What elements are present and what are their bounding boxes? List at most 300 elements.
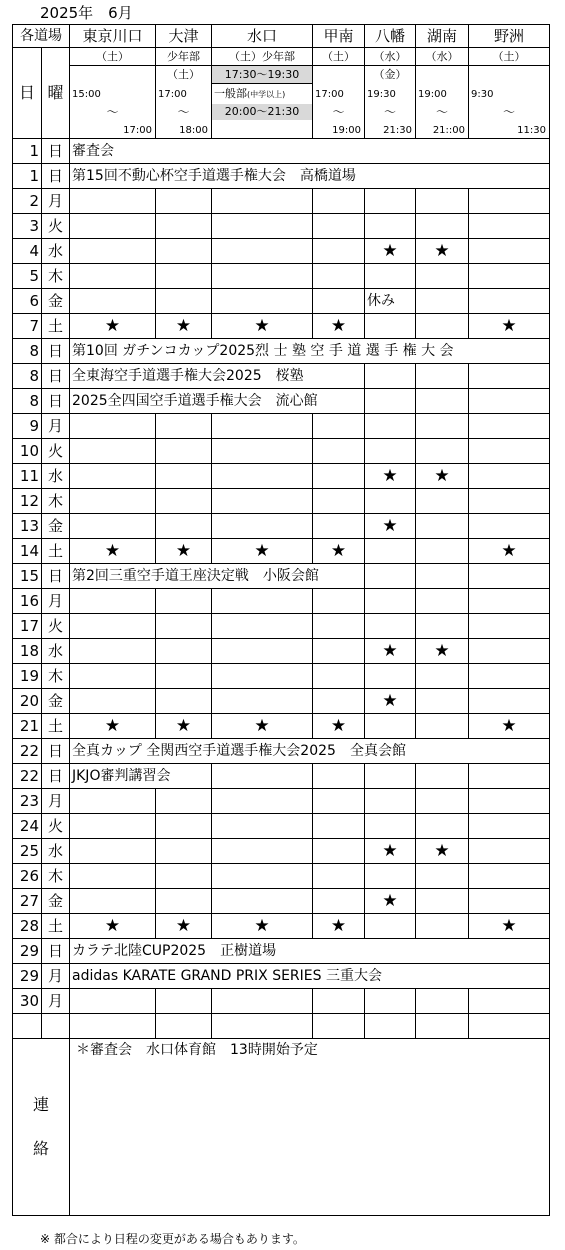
day-of-week: 金: [42, 514, 70, 539]
schedule-cell: [313, 264, 365, 289]
schedule-cell: [469, 614, 550, 639]
schedule-row: [13, 814, 550, 839]
schedule-row: [13, 1014, 550, 1039]
schedule-row: [13, 264, 550, 289]
dojo-sub-konan: （水）: [416, 48, 469, 66]
schedule-cell: [469, 814, 550, 839]
day-number: 8: [13, 339, 42, 364]
schedule-cell: [212, 414, 313, 439]
empty-cell: [365, 389, 416, 414]
time-tilde: ～: [332, 104, 345, 119]
schedule-row: [13, 739, 550, 764]
schedule-cell: [365, 314, 416, 339]
general-label: 一般部: [214, 87, 247, 100]
practice-star: ★: [365, 689, 416, 714]
empty-cell: [212, 764, 313, 789]
memo-label-bottom: 絡: [32, 1139, 49, 1158]
day-number: 18: [13, 639, 42, 664]
time-yawata: [365, 84, 416, 139]
schedule-cell: [313, 189, 365, 214]
schedule-cell: [469, 1014, 550, 1039]
day-of-week: 水: [42, 464, 70, 489]
empty-cell: [313, 764, 365, 789]
schedule-cell: [313, 289, 365, 314]
practice-star: ★: [313, 314, 365, 339]
schedule-cell: [313, 639, 365, 664]
schedule-cell: [365, 789, 416, 814]
footnote: ※ 都合により日程の変更がある場合もあります。: [40, 1232, 305, 1246]
day-of-week: 土: [42, 914, 70, 939]
dojo-sub2-otsu: （土）: [156, 66, 212, 84]
day-number: 14: [13, 539, 42, 564]
schedule-row: [13, 614, 550, 639]
day-number: 23: [13, 789, 42, 814]
schedule-row: [13, 439, 550, 464]
schedule-cell: [70, 864, 156, 889]
day-of-week: 金: [42, 889, 70, 914]
dojo-name-minakuchi: 水口: [212, 25, 313, 48]
time-tilde: ～: [177, 104, 190, 119]
practice-star: ★: [416, 639, 469, 664]
schedule-cell: [156, 989, 212, 1014]
schedule-cell: [156, 689, 212, 714]
day-of-week: 日: [42, 939, 70, 964]
schedule-cell: [416, 989, 469, 1014]
day-number: 7: [13, 314, 42, 339]
schedule-cell: [212, 439, 313, 464]
schedule-cell: [469, 889, 550, 914]
schedule-cell: [469, 289, 550, 314]
schedule-cell: [212, 189, 313, 214]
event-text: 全東海空手道選手権大会2025 桜塾: [70, 364, 365, 389]
schedule-cell: [156, 464, 212, 489]
schedule-cell: [313, 214, 365, 239]
schedule-cell: [212, 839, 313, 864]
schedule-row: [13, 364, 550, 389]
schedule-cell: [469, 439, 550, 464]
schedule-row: [13, 489, 550, 514]
schedule-row: [13, 139, 550, 164]
schedule-cell: [469, 639, 550, 664]
schedule-row: [13, 889, 550, 914]
schedule-row: [13, 589, 550, 614]
minakuchi-junior-time: 17:30～19:30: [212, 66, 313, 84]
schedule-cell: [313, 239, 365, 264]
schedule-cell: [212, 489, 313, 514]
schedule-row: [13, 639, 550, 664]
practice-star: ★: [313, 714, 365, 739]
schedule-cell: [70, 239, 156, 264]
day-number: 6: [13, 289, 42, 314]
memo-label-top: 連: [32, 1095, 49, 1114]
day-number: 11: [13, 464, 42, 489]
corner-label: 各道場: [13, 25, 70, 48]
schedule-cell: [70, 189, 156, 214]
schedule-cell: [365, 614, 416, 639]
schedule-cell: [313, 814, 365, 839]
practice-star: ★: [416, 839, 469, 864]
dojo-name-yasu: 野洲: [469, 25, 550, 48]
schedule-cell: [70, 214, 156, 239]
dojo-sub-yasu: （土）: [469, 48, 550, 66]
schedule-cell: [212, 814, 313, 839]
day-number: 19: [13, 664, 42, 689]
practice-star: ★: [365, 514, 416, 539]
schedule-cell: [212, 664, 313, 689]
schedule-cell: [416, 1014, 469, 1039]
day-of-week: 水: [42, 839, 70, 864]
practice-star: ★: [469, 914, 550, 939]
time-end: 11:30: [517, 125, 546, 136]
day-of-week: 日: [42, 739, 70, 764]
practice-star: ★: [70, 539, 156, 564]
schedule-row: [13, 789, 550, 814]
time-konan: [416, 84, 469, 139]
schedule-cell: [156, 839, 212, 864]
schedule-cell: [416, 914, 469, 939]
practice-star: ★: [70, 714, 156, 739]
schedule-cell: [416, 589, 469, 614]
day-of-week: 日: [42, 764, 70, 789]
practice-star: ★: [365, 639, 416, 664]
schedule-cell: [156, 664, 212, 689]
schedule-cell: [156, 614, 212, 639]
dow-header: 曜: [42, 48, 70, 139]
schedule-cell: [469, 589, 550, 614]
event-text: 2025全四国空手道選手権大会 流心館: [70, 389, 365, 414]
schedule-row: [13, 214, 550, 239]
day-of-week: 木: [42, 264, 70, 289]
schedule-cell: [70, 414, 156, 439]
schedule-cell: [70, 814, 156, 839]
schedule-cell: [313, 664, 365, 689]
day-number: 17: [13, 614, 42, 639]
day-of-week: 日: [42, 139, 70, 164]
time-start: 19:00: [418, 88, 447, 100]
schedule-cell: [313, 789, 365, 814]
schedule-cell: [416, 614, 469, 639]
schedule-cell: [365, 814, 416, 839]
empty-cell: [365, 564, 416, 589]
practice-star: ★: [156, 539, 212, 564]
practice-star: ★: [313, 539, 365, 564]
empty-cell: [469, 564, 550, 589]
schedule-cell: [70, 889, 156, 914]
day-of-week: 金: [42, 689, 70, 714]
dojo-sub-otsu: 少年部: [156, 48, 212, 66]
schedule-cell: [469, 414, 550, 439]
day-number: 24: [13, 814, 42, 839]
dojo-name-yawata: 八幡: [365, 25, 416, 48]
practice-star: ★: [469, 314, 550, 339]
schedule-cell: [313, 614, 365, 639]
schedule-cell: [416, 289, 469, 314]
schedule-cell: [212, 639, 313, 664]
schedule-row: [13, 189, 550, 214]
day-number: 13: [13, 514, 42, 539]
empty-cell: [469, 364, 550, 389]
schedule-row: [13, 539, 550, 564]
schedule-cell: [313, 839, 365, 864]
schedule-cell: [416, 864, 469, 889]
practice-star: ★: [313, 914, 365, 939]
schedule-row: [13, 289, 550, 314]
dojo-sub-tokyo: （土）: [70, 48, 156, 66]
dojo-sub-yawata: （水）: [365, 48, 416, 66]
day-number: 1: [13, 164, 42, 189]
practice-star: ★: [416, 239, 469, 264]
practice-star: ★: [70, 914, 156, 939]
schedule-cell: [156, 414, 212, 439]
schedule-cell: [365, 264, 416, 289]
day-number: 10: [13, 439, 42, 464]
day-of-week: 木: [42, 489, 70, 514]
schedule-cell: [365, 664, 416, 689]
practice-star: ★: [365, 839, 416, 864]
day-number: [13, 1014, 42, 1039]
day-number: 21: [13, 714, 42, 739]
schedule-cell: [416, 264, 469, 289]
schedule-row: [13, 764, 550, 789]
time-otsu: [156, 84, 212, 139]
schedule-cell: [469, 839, 550, 864]
time-start: 17:00: [158, 88, 187, 100]
schedule-cell: [212, 264, 313, 289]
day-of-week: 水: [42, 239, 70, 264]
blank: [469, 66, 550, 84]
practice-star: ★: [469, 714, 550, 739]
schedule-cell: [416, 489, 469, 514]
event-text: JKJO審判講習会: [70, 764, 212, 789]
schedule-cell: [313, 439, 365, 464]
schedule-cell: [156, 214, 212, 239]
schedule-cell: [156, 589, 212, 614]
empty-cell: [416, 389, 469, 414]
schedule-cell: [365, 414, 416, 439]
schedule-cell: [70, 689, 156, 714]
practice-star: ★: [469, 539, 550, 564]
schedule-cell: [469, 189, 550, 214]
schedule-cell: [365, 989, 416, 1014]
schedule-cell: [313, 414, 365, 439]
schedule-cell: 休み: [365, 289, 416, 314]
schedule-cell: [70, 989, 156, 1014]
schedule-cell: [70, 639, 156, 664]
schedule-cell: [212, 864, 313, 889]
schedule-cell: [416, 414, 469, 439]
dojo-name-konan-koka: 甲南: [313, 25, 365, 48]
day-of-week: 土: [42, 714, 70, 739]
schedule-row: [13, 164, 550, 189]
empty-cell: [416, 364, 469, 389]
schedule-cell: [469, 989, 550, 1014]
schedule-cell: [313, 464, 365, 489]
day-of-week: 月: [42, 589, 70, 614]
day-number: 4: [13, 239, 42, 264]
schedule-row: [13, 914, 550, 939]
schedule-cell: [469, 789, 550, 814]
schedule-cell: [70, 789, 156, 814]
schedule-cell: [212, 289, 313, 314]
day-number: 8: [13, 389, 42, 414]
event-text: adidas KARATE GRAND PRIX SERIES 三重大会: [70, 964, 550, 989]
day-of-week: 月: [42, 789, 70, 814]
schedule-cell: [416, 314, 469, 339]
practice-star: ★: [156, 314, 212, 339]
empty-cell: [416, 764, 469, 789]
schedule-row: [13, 664, 550, 689]
schedule-cell: [469, 239, 550, 264]
schedule-row: [13, 989, 550, 1014]
day-of-week: 木: [42, 864, 70, 889]
day-number: 30: [13, 989, 42, 1014]
schedule-cell: [416, 889, 469, 914]
day-of-week: 月: [42, 189, 70, 214]
schedule-cell: [70, 614, 156, 639]
schedule-cell: [416, 814, 469, 839]
practice-star: ★: [156, 714, 212, 739]
event-text: 第15回不動心杯空手道選手権大会 高橋道場: [70, 164, 550, 189]
practice-star: ★: [365, 239, 416, 264]
schedule-cell: [212, 789, 313, 814]
schedule-cell: [365, 539, 416, 564]
empty-cell: [469, 389, 550, 414]
time-end: 21:30: [383, 125, 412, 136]
schedule-cell: [416, 664, 469, 689]
day-of-week: 土: [42, 539, 70, 564]
schedule-table: [12, 24, 550, 1216]
time-tilde: ～: [106, 104, 119, 119]
schedule-cell: [313, 1014, 365, 1039]
schedule-cell: [156, 639, 212, 664]
time-end: 21::00: [432, 125, 465, 136]
time-start: 17:00: [315, 88, 344, 100]
schedule-row: [13, 964, 550, 989]
schedule-cell: [365, 714, 416, 739]
schedule-cell: [212, 239, 313, 264]
day-of-week: 日: [42, 389, 70, 414]
time-end: 19:00: [332, 125, 361, 136]
schedule-cell: [469, 464, 550, 489]
empty-cell: [365, 764, 416, 789]
time-start: 9:30: [471, 88, 494, 100]
schedule-cell: [156, 1014, 212, 1039]
schedule-row: [13, 839, 550, 864]
event-text: 第10回 ガチンコカップ2025烈 士 塾 空 手 道 選 手 権 大 会: [70, 339, 550, 364]
schedule-cell: [313, 989, 365, 1014]
day-of-week: 金: [42, 289, 70, 314]
practice-star: ★: [156, 914, 212, 939]
schedule-cell: [156, 239, 212, 264]
day-number: 20: [13, 689, 42, 714]
day-of-week: 月: [42, 414, 70, 439]
schedule-row: [13, 239, 550, 264]
schedule-cell: [469, 489, 550, 514]
empty-cell: [416, 564, 469, 589]
schedule-cell: [212, 689, 313, 714]
schedule-cell: [70, 514, 156, 539]
time-start: 15:00: [72, 88, 101, 100]
day-number: 8: [13, 364, 42, 389]
schedule-cell: [70, 1014, 156, 1039]
day-number: 12: [13, 489, 42, 514]
schedule-cell: [70, 664, 156, 689]
day-header: 日: [13, 48, 42, 139]
day-number: 29: [13, 939, 42, 964]
time-tokyo: [70, 84, 156, 139]
schedule-cell: [313, 489, 365, 514]
practice-star: ★: [416, 464, 469, 489]
dojo-name-otsu: 大津: [156, 25, 212, 48]
day-of-week: 日: [42, 164, 70, 189]
day-number: 27: [13, 889, 42, 914]
page-title: 2025年 6月: [40, 4, 133, 22]
schedule-cell: [469, 514, 550, 539]
schedule-cell: [70, 839, 156, 864]
schedule-row: [13, 864, 550, 889]
schedule-cell: [365, 914, 416, 939]
schedule-cell: [70, 464, 156, 489]
day-number: 5: [13, 264, 42, 289]
schedule-cell: [416, 689, 469, 714]
schedule-cell: [156, 514, 212, 539]
day-of-week: 火: [42, 814, 70, 839]
day-of-week: 火: [42, 214, 70, 239]
schedule-cell: [156, 814, 212, 839]
dojo-sub-minakuchi: （土）少年部: [212, 48, 313, 66]
schedule-cell: [416, 714, 469, 739]
schedule-cell: [416, 439, 469, 464]
practice-star: ★: [70, 314, 156, 339]
day-number: 22: [13, 739, 42, 764]
blank: [313, 66, 365, 84]
time-tilde: ～: [383, 104, 396, 119]
day-number: 26: [13, 864, 42, 889]
schedule-cell: [156, 864, 212, 889]
schedule-cell: [365, 189, 416, 214]
memo-label: [13, 1039, 70, 1216]
dojo-name-konan: 湖南: [416, 25, 469, 48]
time-yasu: [469, 84, 550, 139]
day-number: 29: [13, 964, 42, 989]
time-konan-koka: [313, 84, 365, 139]
practice-star: ★: [212, 714, 313, 739]
schedule-row: [13, 564, 550, 589]
schedule-cell: [416, 539, 469, 564]
practice-star: ★: [212, 914, 313, 939]
schedule-cell: [469, 664, 550, 689]
empty-cell: [469, 764, 550, 789]
dojo-sub2-yawata: （金）: [365, 66, 416, 84]
schedule-row: [13, 464, 550, 489]
schedule-cell: [70, 589, 156, 614]
schedule-cell: [70, 289, 156, 314]
schedule-row: [13, 714, 550, 739]
schedule-cell: [469, 689, 550, 714]
dojo-name-tokyo: 東京川口: [70, 25, 156, 48]
schedule-cell: [365, 489, 416, 514]
schedule-cell: [156, 264, 212, 289]
schedule-cell: [469, 264, 550, 289]
schedule-cell: [156, 789, 212, 814]
day-of-week: 月: [42, 989, 70, 1014]
schedule-row: [13, 389, 550, 414]
schedule-cell: [212, 889, 313, 914]
practice-star: ★: [365, 889, 416, 914]
event-text: 審査会: [70, 139, 550, 164]
schedule-cell: [313, 864, 365, 889]
day-of-week: 日: [42, 364, 70, 389]
